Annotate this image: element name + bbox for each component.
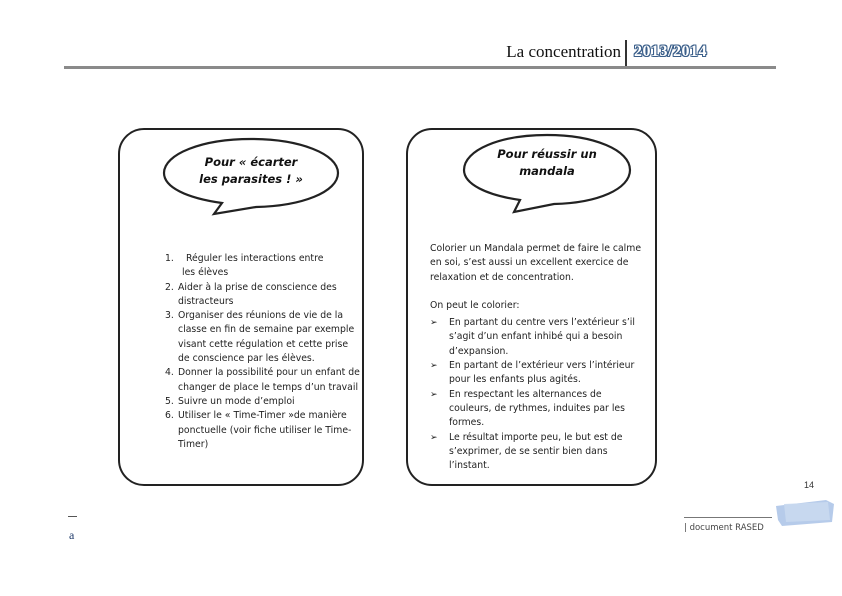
right-card-body <box>430 242 642 473</box>
list-item: 6. Utiliser le « Time-Timer »de manière ponctuelle (voir fiche utiliser le Time-Timer) <box>165 410 352 450</box>
left-card-body <box>165 252 361 452</box>
header-divider <box>625 40 627 66</box>
bubble-right-line1: Pour réussir un <box>497 147 597 161</box>
footer-decoration-icon <box>776 500 836 531</box>
list-item: ➢ En partant de l’extérieur vers l’intérieur pour les enfants plus agités. <box>430 360 635 386</box>
list-item: 5. Suivre un mode d’emploi <box>165 395 295 407</box>
page-header <box>64 40 776 70</box>
left-numbered-list <box>165 252 361 452</box>
speech-bubble-right <box>460 132 634 216</box>
footer-rule <box>684 517 772 518</box>
footer-document-label: | document RASED <box>684 523 764 533</box>
list-item: 2. Aider à la prise de conscience des distracteurs <box>165 281 337 307</box>
arrow-bullet-icon: ➢ <box>430 389 438 400</box>
right-bullet-list <box>430 316 642 473</box>
arrow-bullet-icon: ➢ <box>430 318 438 329</box>
bubble-left-line1: Pour « écarter <box>204 155 298 169</box>
mandala-lead: On peut le colorier: <box>430 299 520 311</box>
list-item: ➢ Le résultat importe peu, le but est de s’exprimer, de se sentir bien dans l’instant. <box>430 431 623 472</box>
page-number: 14 <box>804 480 815 490</box>
bubble-left-line2: les parasites ! » <box>199 172 303 186</box>
list-item: 3. Organiser des réunions de vie de la classe en fin de semaine par exemple visant cette régulation et cette prise de conscience par les élèves. <box>165 310 355 365</box>
arrow-bullet-icon: ➢ <box>430 361 438 372</box>
header-rule <box>64 66 776 69</box>
speech-bubble-left <box>160 136 342 218</box>
bubble-right-line2: mandala <box>519 164 575 178</box>
list-item: 4. Donner la possibilité pour un enfant de changer de place le temps d’un travail <box>165 367 360 393</box>
header-title: La concentration <box>506 42 621 61</box>
card-ecarter-parasites <box>118 128 364 486</box>
header-year: 2013/2014 <box>634 43 707 60</box>
list-item: ➢ En partant du centre vers l’extérieur s’il s’agit d’un enfant inhibé qui a besoin d’expansion. <box>430 317 635 357</box>
list-item: 1. Réguler les interactions entre les élèves <box>165 253 324 279</box>
footer-left-dash <box>68 516 77 517</box>
arrow-bullet-icon: ➢ <box>430 432 438 443</box>
card-reussir-mandala <box>406 128 657 486</box>
list-item: ➢ En respectant les alternances de couleurs, de rythmes, induites par les formes. <box>430 388 625 429</box>
mandala-intro: Colorier un Mandala permet de faire le calme en soi, s’est aussi un excellent exercice de relaxation et de concentration. <box>430 243 642 283</box>
footer-left-char: a <box>69 528 75 542</box>
